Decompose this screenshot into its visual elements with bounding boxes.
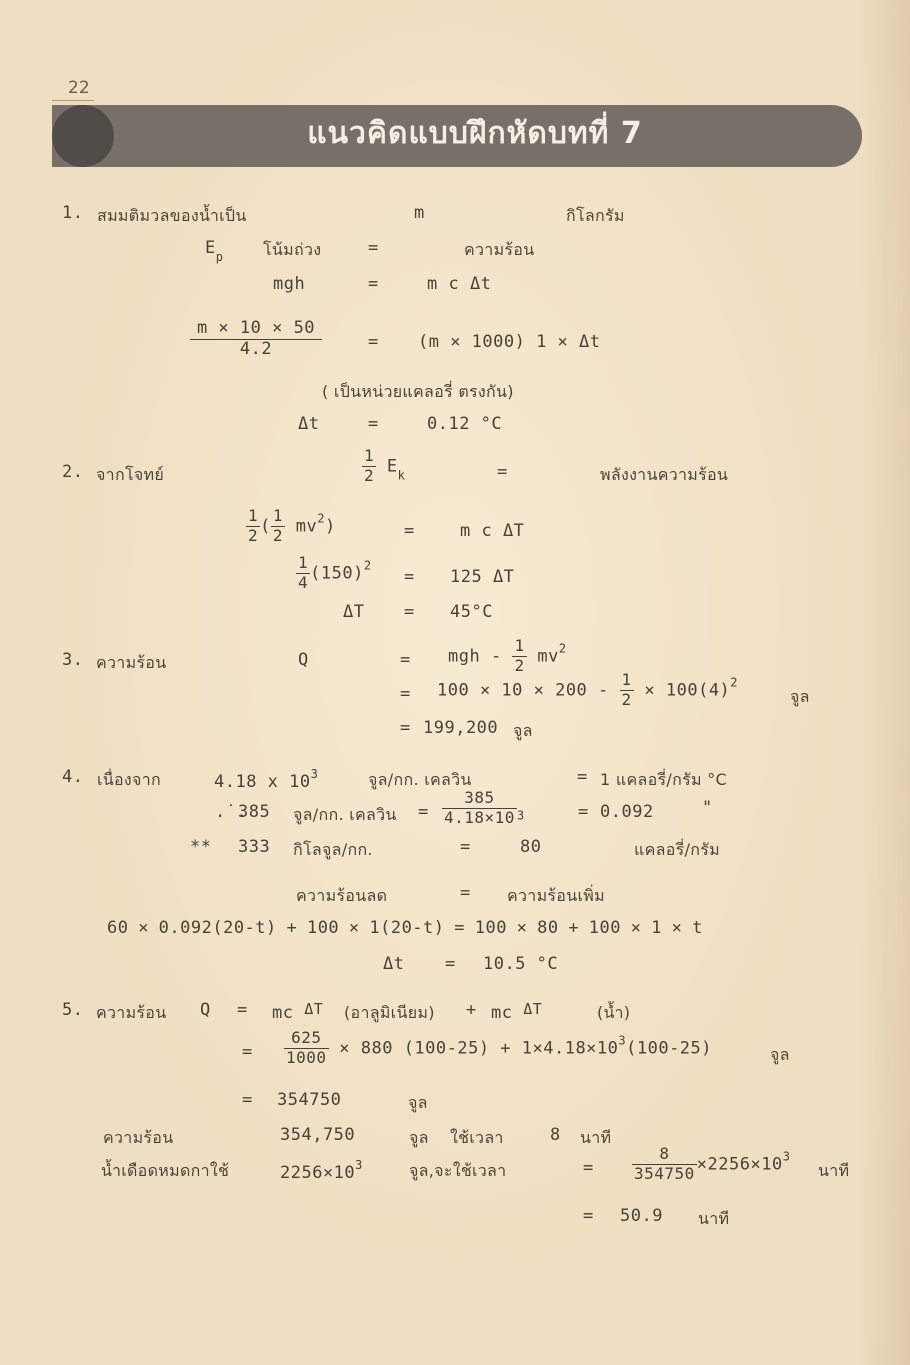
- exponent: 3: [310, 767, 319, 781]
- equals: =: [460, 883, 471, 903]
- value: 333: [238, 837, 271, 857]
- result-value: 50.9: [620, 1206, 663, 1226]
- mv: mv: [285, 516, 318, 537]
- term: mv: [537, 646, 559, 667]
- answer-number: 3.: [62, 650, 84, 670]
- unit: จูล: [790, 687, 810, 706]
- fraction: [190, 320, 322, 359]
- unit: จูล: [770, 1045, 790, 1064]
- e-symbol: E: [386, 456, 398, 477]
- answer-intro: จากโจทย์: [96, 465, 165, 484]
- exponent: 3: [516, 808, 525, 823]
- speed-expression: [296, 555, 372, 592]
- denominator: 4.2: [190, 339, 322, 359]
- result-lhs: Δt: [298, 414, 320, 434]
- rhs-unit: แคลอรี่/กรัม: [634, 840, 720, 859]
- numerator: 625: [291, 1028, 322, 1047]
- subscript: p: [215, 250, 224, 264]
- energy-expression: [448, 638, 567, 675]
- therefore-symbol: .˙.: [215, 802, 248, 822]
- equals: =: [404, 602, 415, 622]
- equals: =: [460, 837, 471, 857]
- unit-note: ( เป็นหน่วยแคลอรี่ ตรงกัน): [322, 382, 514, 401]
- heat-value: 354,750: [280, 1125, 356, 1145]
- numerator: 1: [272, 506, 284, 525]
- time-value: 8: [550, 1125, 561, 1145]
- unit: จูล/กก. เคลวิน: [368, 770, 472, 789]
- denominator: 2: [621, 689, 632, 709]
- equals: =: [404, 521, 415, 541]
- denominator: 4: [298, 572, 309, 592]
- value: 385: [238, 802, 271, 822]
- rhs: m c Δt: [427, 274, 492, 294]
- mc: mc: [272, 1003, 294, 1023]
- unit: จูล: [408, 1093, 428, 1112]
- rhs-text: พลังงานความร้อน: [600, 465, 729, 484]
- result-lhs: Δt: [383, 954, 405, 974]
- heat-symbol: Q: [200, 1000, 211, 1020]
- denominator: 1000: [286, 1047, 327, 1067]
- unit: นาที: [698, 1209, 730, 1228]
- answer-number: 1.: [62, 203, 84, 223]
- boil-label: น้ำเดือดหมดกาใช้: [101, 1161, 230, 1180]
- exponent: 3: [782, 1149, 791, 1164]
- page-number: 22: [68, 78, 90, 98]
- numerator: 1: [621, 670, 632, 689]
- answer-intro: สมมติมวลของน้ำเป็น: [97, 206, 247, 225]
- equals: =: [400, 718, 411, 738]
- equals: =: [404, 567, 415, 587]
- aluminium-label: (อาลูมิเนียม): [344, 1003, 435, 1022]
- denominator: 2: [514, 655, 525, 675]
- exponent: 2: [317, 511, 325, 526]
- equals: =: [583, 1206, 594, 1226]
- result-lhs: ΔT: [343, 602, 365, 622]
- mass-unit: กิโลกรัม: [566, 206, 625, 225]
- page-title: แนวคิดแบบฝึกหัดบทที่ 7: [307, 116, 643, 151]
- numerator: 385: [464, 788, 495, 807]
- numerator: 1: [298, 553, 309, 572]
- numerator: m × 10 × 50: [196, 318, 316, 338]
- result-value: 45°C: [450, 602, 493, 622]
- exponent: 2: [730, 675, 739, 690]
- rhs-text: ความร้อน: [464, 240, 535, 259]
- result-value: 199,200: [423, 718, 499, 738]
- answer-intro: ความร้อน: [96, 1003, 167, 1022]
- equals: =: [400, 684, 411, 704]
- equals: =: [368, 332, 379, 352]
- rhs: m c ΔT: [460, 521, 525, 541]
- conversion-fraction: [442, 790, 525, 827]
- denominator-base: 4.18×10: [444, 807, 515, 827]
- unit: จูล/กก. เคลวิน: [293, 805, 397, 824]
- value: 2256×10: [280, 1163, 356, 1183]
- numerator: 1: [364, 446, 375, 465]
- time-unit: นาที: [580, 1128, 612, 1147]
- denominator: 2: [364, 465, 375, 485]
- numerator: 1: [514, 636, 525, 655]
- unit: จูล: [409, 1128, 429, 1147]
- delta-t: ΔT: [523, 1000, 543, 1018]
- exponent: 2: [558, 641, 567, 656]
- term: × 880 (100-25) + 1×4.18×10: [339, 1038, 619, 1059]
- footnote-mark: **: [190, 837, 212, 857]
- unit: นาที: [818, 1161, 850, 1180]
- numeric-expression: [437, 672, 738, 709]
- aluminium-term: [272, 1000, 323, 1023]
- rhs: 1 แคลอรี่/กรัม °C: [600, 770, 727, 789]
- heat-expression: [284, 1030, 712, 1067]
- heat-label: ความร้อน: [103, 1128, 174, 1147]
- equals: =: [368, 274, 379, 294]
- numerator: 1: [248, 506, 259, 525]
- equals: =: [400, 650, 411, 670]
- equals: =: [583, 1158, 594, 1178]
- water-label: (น้ำ): [597, 1003, 631, 1022]
- rhs: 125 ΔT: [450, 567, 515, 587]
- value: 4.18 x 10: [214, 772, 311, 792]
- lhs: mgh: [273, 274, 306, 294]
- time-label: ใช้เวลา: [450, 1128, 504, 1147]
- equals: =: [445, 954, 456, 974]
- subscript: k: [397, 468, 406, 483]
- answer-intro: ความร้อน: [96, 653, 167, 672]
- rhs: (m × 1000) 1 × Δt: [418, 332, 601, 352]
- delta-t: ΔT: [304, 1000, 324, 1018]
- equals: =: [242, 1090, 253, 1110]
- heat-symbol: Q: [298, 650, 309, 670]
- equals: =: [237, 1000, 248, 1020]
- denominator: [442, 808, 517, 827]
- equals: =: [578, 802, 589, 822]
- kinetic-expression: [246, 508, 336, 545]
- water-term: [491, 1000, 542, 1023]
- denominator: 354750: [634, 1163, 695, 1183]
- plus: +: [466, 1000, 477, 1020]
- mass-symbol: m: [414, 203, 425, 223]
- exponent: 3: [355, 1158, 363, 1172]
- term: × 100(4): [644, 680, 731, 701]
- term: (100-25): [626, 1038, 713, 1059]
- exponent: 2: [363, 558, 372, 573]
- term: 100 × 10 × 200 -: [437, 680, 609, 701]
- mc: mc: [491, 1003, 513, 1023]
- header-rule: [52, 100, 94, 101]
- denominator: 2: [272, 525, 284, 545]
- unit: จูล: [513, 721, 533, 740]
- result-value: 0.12 °C: [427, 414, 503, 434]
- specific-heat-water: [214, 767, 318, 792]
- ditto-mark: ": [702, 798, 713, 818]
- heat-lost-label: ความร้อนลด: [296, 886, 388, 905]
- term: mgh -: [448, 646, 502, 667]
- heat-balance-equation: 60 × 0.092(20-t) + 100 × 1(20-t) = 100 × 80 + 100 × 1 × t: [107, 918, 703, 938]
- result-value: 10.5 °C: [483, 954, 559, 974]
- answer-intro: เนื่องจาก: [97, 770, 161, 789]
- paren: ): [324, 516, 336, 537]
- half-ek: [362, 448, 405, 485]
- energy-label: โน้มถ่วง: [263, 240, 322, 259]
- exponent: 3: [618, 1033, 627, 1048]
- equals: =: [418, 802, 429, 822]
- equals: =: [497, 462, 508, 482]
- energy-symbol: [205, 238, 223, 264]
- base: (150): [310, 563, 364, 584]
- time-expression: [632, 1146, 790, 1183]
- rhs: 80: [520, 837, 542, 857]
- answer-number: 4.: [62, 767, 84, 787]
- heat-gained-label: ความร้อนเพิ่ม: [507, 886, 605, 905]
- denominator: 2: [248, 525, 259, 545]
- equals: =: [577, 767, 588, 787]
- unit: กิโลจูล/กก.: [293, 840, 373, 859]
- equals: =: [368, 414, 379, 434]
- equals: =: [242, 1042, 253, 1062]
- e-symbol: E: [205, 238, 216, 258]
- result-value: 354750: [277, 1090, 342, 1110]
- result-value: 0.092: [600, 802, 654, 822]
- equals: =: [368, 238, 379, 258]
- paren: (: [260, 516, 271, 537]
- term: ×2256×10: [696, 1154, 783, 1175]
- answer-number: 5.: [62, 1000, 84, 1020]
- answer-number: 2.: [62, 462, 84, 482]
- numerator: 8: [659, 1144, 670, 1163]
- unit: จูล,จะใช้เวลา: [409, 1161, 507, 1180]
- latent-heat: [280, 1158, 363, 1183]
